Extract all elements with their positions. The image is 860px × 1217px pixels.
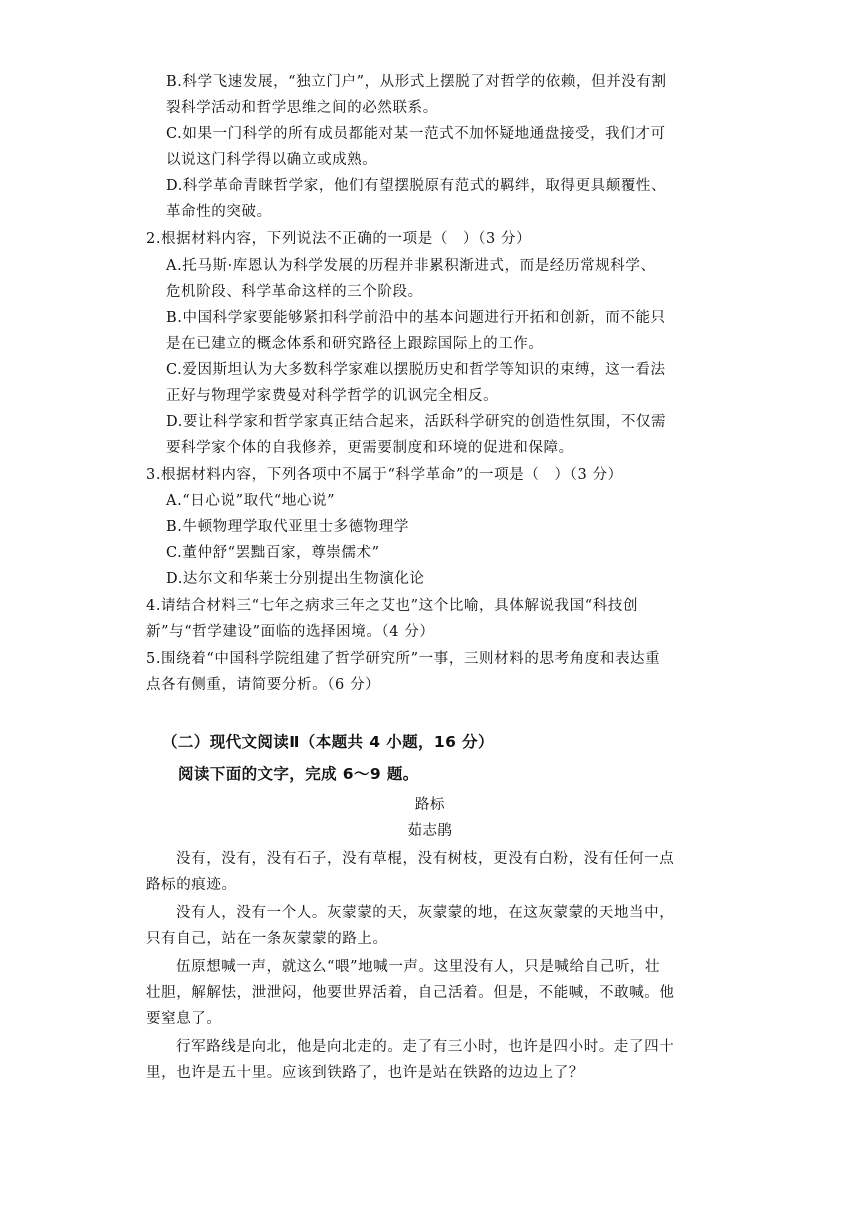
paragraph-1-line1: 没有，没有，没有石子，没有草棍，没有树枝，更没有白粉，没有任何一点 [176, 851, 675, 867]
q2-option-b-line2: 是在已建立的概念体系和研究路径上跟踪国际上的工作。 [166, 336, 544, 352]
q1-option-c-line1: C.如果一门科学的所有成员都能对某一范式不加怀疑地通盘接受，我们才可 [166, 126, 666, 142]
q2-option-b-line1: B.中国科学家要能够紧扣科学前沿中的基本问题进行开拓和创新，而不能只 [166, 310, 666, 326]
article-author: 茹志鹃 [407, 823, 453, 839]
q1-option-c-line2: 以说这门科学得以确立或成熟。 [166, 152, 378, 168]
q1-option-b-line1: B.科学飞速发展，“独立门户”，从形式上摆脱了对哲学的依赖，但并没有割 [166, 74, 667, 90]
q4-line1: 4.请结合材料三“七年之病求三年之艾也”这个比喻，具体解说我国“科技创 [146, 598, 639, 614]
section-heading: （二）现代文阅读Ⅱ（本题共 4 小题，16 分） [162, 733, 494, 751]
q1-option-b-line2: 裂科学活动和哲学思维之间的必然联系。 [166, 100, 438, 116]
q3-stem: 3.根据材料内容，下列各项中不属于“科学革命”的一项是（ ）（3 分） [146, 467, 623, 483]
article-title: 路标 [414, 797, 446, 813]
q2-stem: 2.根据材料内容，下列说法不正确的一项是（ ）（3 分） [146, 231, 532, 247]
q2-option-d-line1: D.要让科学家和哲学家真正结合起来，活跃科学研究的创造性氛围，不仅需 [166, 414, 667, 430]
q1-option-d-line2: 革命性的突破。 [166, 204, 272, 220]
q3-option-c: C.董仲舒“罢黜百家，尊崇儒术” [166, 545, 380, 561]
q2-option-a-line1: A.托马斯·库恩认为科学发展的历程并非累积渐进式，而是经历常规科学、 [166, 258, 656, 274]
q3-option-b: B.牛顿物理学取代亚里士多德物理学 [166, 519, 409, 535]
paragraph-4-line1: 行军路线是向北，他是向北走的。走了有三小时，也许是四小时。走了四十 [176, 1039, 675, 1055]
q1-option-d-line1: D.科学革命青睐哲学家，他们有望摆脱原有范式的羁绊，取得更具颠覆性、 [166, 178, 667, 194]
q5-line2: 点各有侧重，请简要分析。（6 分） [146, 677, 381, 693]
paragraph-3-line2: 壮胆，解解怯，泄泄闷，他要世界活着，自己活着。但是，不能喊，不敢喊。他 [146, 985, 675, 1001]
section-instruction: 阅读下面的文字，完成 6～9 题。 [178, 765, 419, 783]
q2-option-a-line2: 危机阶段、科学革命这样的三个阶段。 [166, 284, 423, 300]
q4-line2: 新”与“哲学建设”面临的选择困境。（4 分） [146, 624, 435, 640]
q3-option-a: A.“日心说”取代“地心说” [166, 493, 336, 509]
paragraph-1-line2: 路标的痕迹。 [146, 877, 237, 893]
paragraph-4-line2: 里，也许是五十里。应该到铁路了，也许是站在铁路的边边上了？ [146, 1065, 584, 1081]
paragraph-2-line2: 只有自己，站在一条灰蒙蒙的路上。 [146, 931, 388, 947]
q2-option-c-line2: 正好与物理学家费曼对科学哲学的讥讽完全相反。 [166, 388, 499, 404]
paragraph-3-line3: 要窒息了。 [146, 1011, 222, 1027]
q5-line1: 5.围绕着“中国科学院组建了哲学研究所”一事，三则材料的思考角度和表达重 [146, 651, 661, 667]
q3-option-d: D.达尔文和华莱士分别提出生物演化论 [166, 571, 425, 587]
q2-option-d-line2: 要科学家个体的自我修养，更需要制度和环境的促进和保障。 [166, 440, 574, 456]
q2-option-c-line1: C.爱因斯坦认为大多数科学家难以摆脱历史和哲学等知识的束缚，这一看法 [166, 362, 666, 378]
paragraph-3-line1: 伍原想喊一声，就这么“喂”地喊一声。这里没有人，只是喊给自己听，壮 [176, 959, 661, 975]
paragraph-2-line1: 没有人，没有一个人。灰蒙蒙的天，灰蒙蒙的地，在这灰蒙蒙的天地当中， [176, 905, 675, 921]
